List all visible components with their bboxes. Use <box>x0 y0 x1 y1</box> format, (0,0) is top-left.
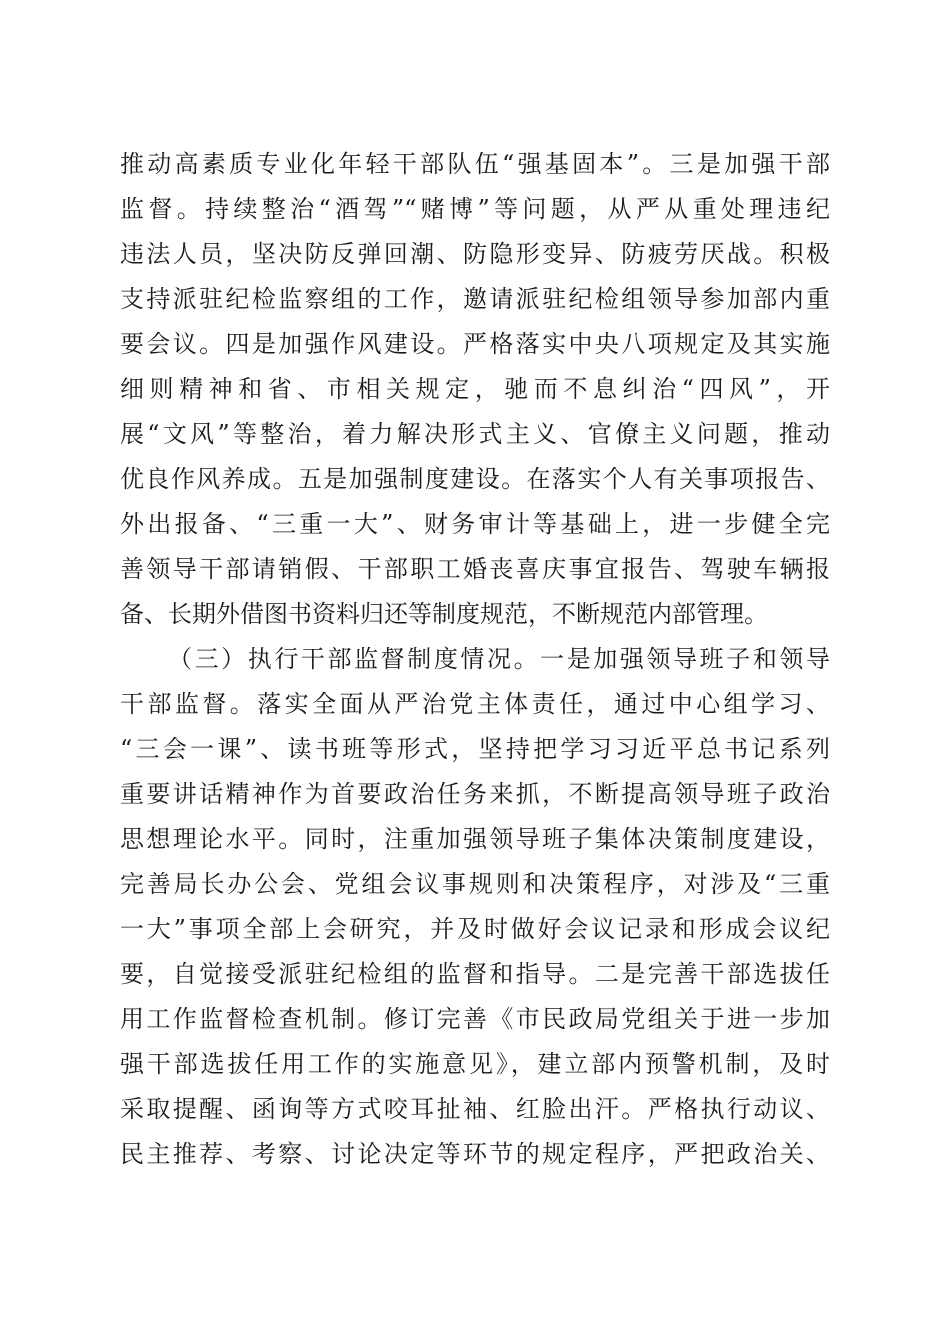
text-line: 细则精神和省、市相关规定，驰而不息纠治“四风”，开 <box>120 375 830 403</box>
text-line: 外出报备、“三重一大”、财务审计等基础上，进一步健全完 <box>120 510 830 538</box>
text-line: 用工作监督检查机制。修订完善《市民政局党组关于进一步加 <box>120 1005 830 1033</box>
text-line: “三会一课”、读书班等形式，坚持把学习习近平总书记系列 <box>120 735 830 763</box>
text-line: 监督。持续整治“酒驾”“赌博”等问题，从严从重处理违纪 <box>120 195 830 223</box>
text-line: 重要讲话精神作为首要政治任务来抓，不断提高领导班子政治 <box>120 780 830 808</box>
text-line: 违法人员，坚决防反弹回潮、防隐形变异、防疲劳厌战。积极 <box>120 240 830 268</box>
text-line: 民主推荐、考察、讨论决定等环节的规定程序，严把政治关、 <box>120 1140 830 1168</box>
text-line: 展“文风”等整治，着力解决形式主义、官僚主义问题，推动 <box>120 420 830 448</box>
text-line: 采取提醒、函询等方式咬耳扯袖、红脸出汗。严格执行动议、 <box>120 1095 830 1123</box>
text-line: 要会议。四是加强作风建设。严格落实中央八项规定及其实施 <box>120 330 830 358</box>
text-line: 优良作风养成。五是加强制度建设。在落实个人有关事项报告、 <box>120 465 830 493</box>
section-heading-line: （三）执行干部监督制度情况。一是加强领导班子和领导 <box>168 645 830 673</box>
text-line: 善领导干部请销假、干部职工婚丧喜庆事宜报告、驾驶车辆报 <box>120 555 830 583</box>
text-line: 支持派驻纪检监察组的工作，邀请派驻纪检组领导参加部内重 <box>120 285 830 313</box>
text-line: 一大”事项全部上会研究，并及时做好会议记录和形成会议纪 <box>120 915 830 943</box>
body-text <box>120 142 830 1177</box>
text-line: 思想理论水平。同时，注重加强领导班子集体决策制度建设， <box>120 825 830 853</box>
text-line: 备、长期外借图书资料归还等制度规范，不断规范内部管理。 <box>120 600 768 628</box>
text-line: 干部监督。落实全面从严治党主体责任，通过中心组学习、 <box>120 690 830 718</box>
text-line: 要，自觉接受派驻纪检组的监督和指导。二是完善干部选拔任 <box>120 960 830 988</box>
text-line: 完善局长办公会、党组会议事规则和决策程序，对涉及“三重 <box>120 870 830 898</box>
text-line: 推动高素质专业化年轻干部队伍“强基固本”。三是加强干部 <box>120 150 830 178</box>
text-line: 强干部选拔任用工作的实施意见》，建立部内预警机制，及时 <box>120 1050 830 1078</box>
